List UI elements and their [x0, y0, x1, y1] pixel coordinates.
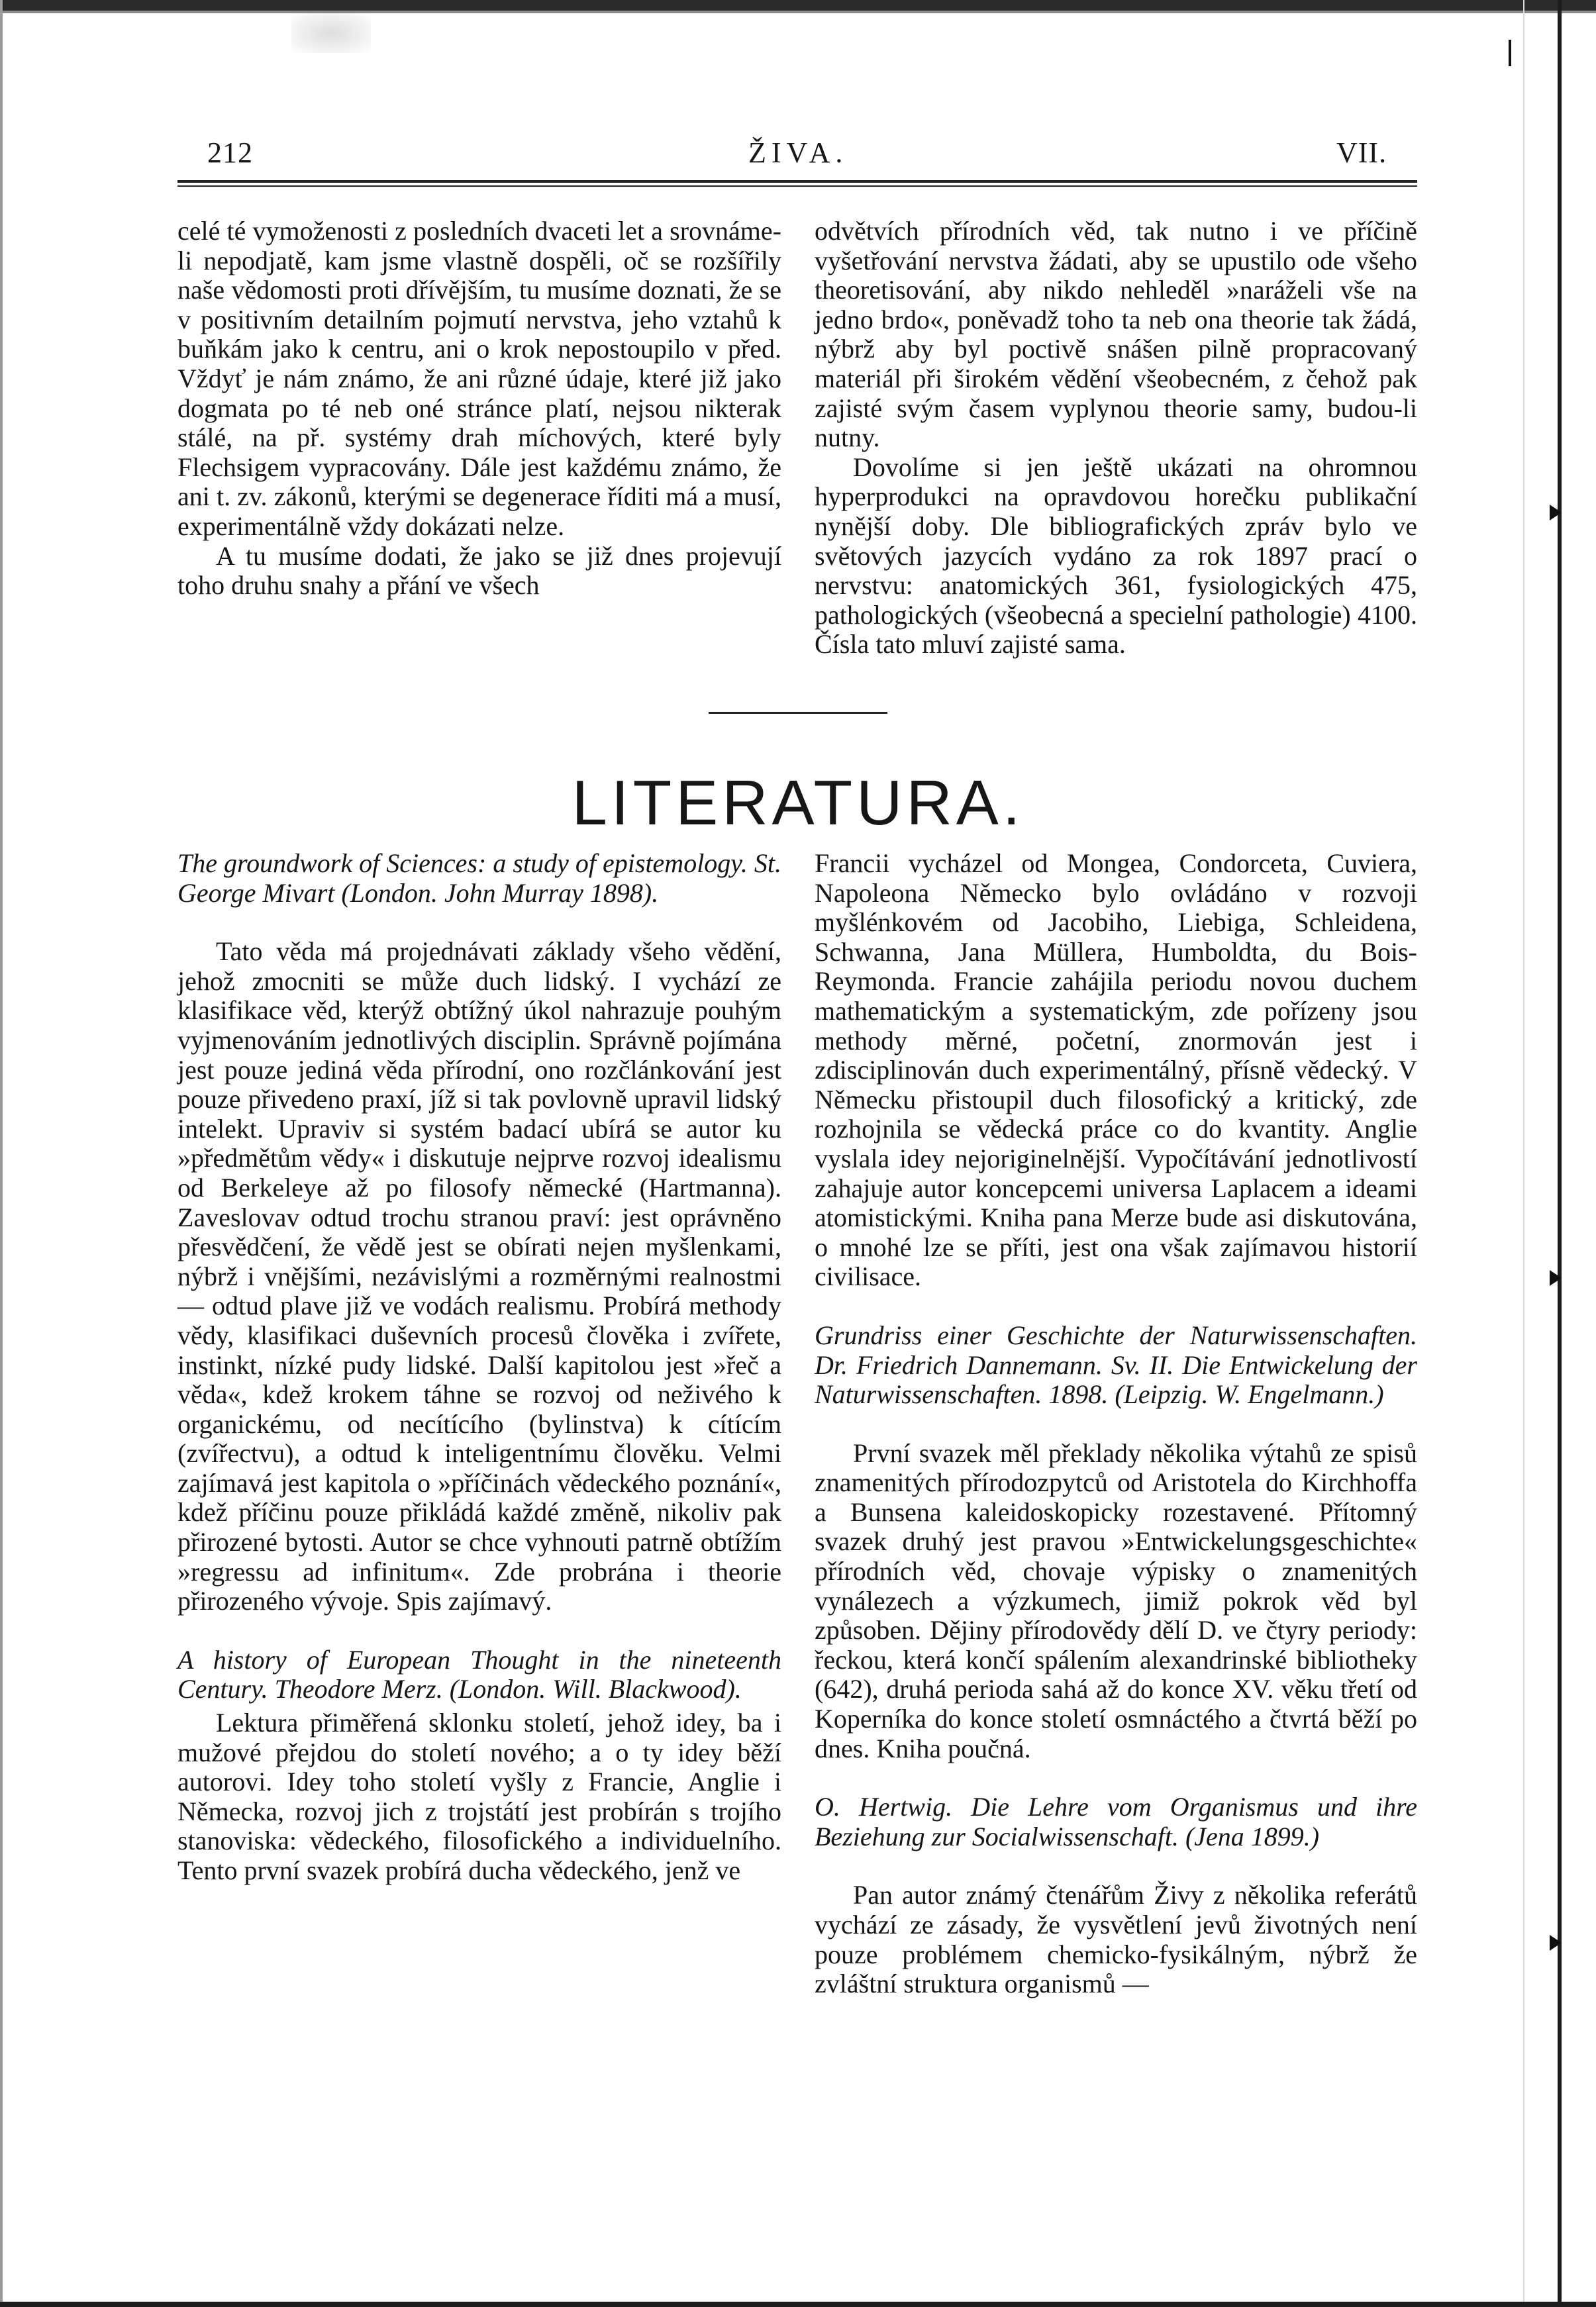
margin-mark — [1509, 40, 1511, 66]
volume-number: VII. — [1336, 136, 1387, 169]
scan-border-left — [0, 0, 3, 2307]
book-reference: Grundriss einer Geschichte der Naturwissenschaften. Dr. Friedrich Dannemann. Sv. II. Die Entwickelung der Naturwissenschaften. 1898. (Leipzig. W. Engelmann.) — [815, 1320, 1417, 1410]
column-2 — [815, 217, 1417, 660]
scan-border-right — [1558, 0, 1562, 2307]
paragraph: A tu musíme dodati, že jako se již dnes projevují toho druhu snahy a přání ve všech — [177, 540, 781, 601]
book-reference: A history of European Thought in the nineteenth Century. Theodore Merz. (London. Will. Blackwood). — [177, 1644, 781, 1704]
header-rule — [177, 180, 1417, 183]
review-paragraph: Tato věda má projednávati základy všeho vědění, jehož zmocniti se může duch lidský. I vychází ze klasifikace věd, kterýž obtížný úkol nahrazuje pouhým vyjmenováním jednotlivých disciplin. Správně pojímána jest pouze jediná věda přírodní, ono rozčlánkování jest pouze přivedeno praxí, jíž si tak povlovně upravil lidský intelekt. Upraviv si systém badací ubírá se autor ku »předmětům vědy« i diskutuje nejprve rozvoj idealismu od Berkeleye až po filosofy německé (Hartmanna). Zaveslovav odtud trochu stranou praví: jest oprávněno přesvědčení, že vědě jest se obírati nejen myšlenkami, nýbrž i vnějšími, nezávislými a rozměrnými realnostmi — odtud plave již ve vodách realismu. Probírá methody vědy, klasifikaci duševních procesů člověka i zvířete, instinkt, nízké pudy lidské. Další kapitolou jest »řeč a věda«, kdež krokem táhne se rozvoj od neživého k organickému, od necítícího (bylinstva) k cítícím (zvířectvu), a odtud k inteligentnímu člověku. Velmi zajímavá jest kapitola o »příčinách vědeckého poznání«, kdež příčinu pouze přikládá každé změně, nikoliv pak přirozené bytosti. Autor se chce vyhnouti patrně obtížím »regressu ad infinitum«. Zde probrána i theorie přirozeného vývoje. Spis zajímavý. — [177, 936, 781, 1616]
header-rule-thin — [177, 185, 1417, 187]
review-paragraph: První svazek měl překlady několika výtahů ze spisů znamenitých přírodozpytců od Aristotela do Kirchhoffa a Bunsena kaleidoskopicky rozestavené. Přítomný svazek druhý jest pravou »Entwickelungsgeschichte« přírodních věd, chovaje výpisky o znamenitých vynálezech a výzkumech, jimiž pokrok věd byl způsoben. Dějiny přírodovědy dělí D. ve čtyry periody: řeckou, která končí spálením alexandrinské bibliotheky (642), druhá perioda sahá až do konce XV. věku třetí od Koperníka do konce století osmnáctého a čtvrtá běží po dnes. Kniha poučná. — [815, 1438, 1417, 1763]
margin-mark — [1550, 1935, 1562, 1951]
scan-smudge — [291, 13, 371, 53]
book-reference: The groundwork of Sciences: a study of epistemology. St. George Mivart (London. John Murray 1898). — [177, 848, 781, 908]
journal-title: ŽIVA. — [748, 136, 848, 169]
margin-mark — [1550, 505, 1562, 520]
page-fold-line — [1523, 0, 1524, 2307]
column-1 — [177, 217, 781, 601]
page-number: 212 — [207, 136, 253, 169]
section-title: LITERATURA. — [572, 767, 1024, 838]
column-4 — [815, 849, 1417, 1999]
review-paragraph: Pan autor známý čtenářům Živy z několika referátů vychází ze zásady, že vysvětlení jevů životných není pouze problémem chemicko-fysikálným, nýbrž že zvláštní struktura organismů — — [815, 1880, 1417, 1999]
column-3 — [177, 849, 781, 1886]
review-paragraph: Lektura přiměřená sklonku století, jehož idey, ba i mužové přejdou do století nového; a o ty idey běží autorovi. Idey toho století vyšly z Francie, Anglie i Německa, rozvoj jich z trojstátí jest probírán s trojího stanoviska: vědeckého, filosofického a individuelního. Tento první svazek probírá ducha vědeckého, jenž ve — [177, 1708, 781, 1885]
scan-border-bottom — [0, 2302, 1596, 2307]
paragraph: celé té vymoženosti z posledních dvaceti let a srovnáme-li nepodjatě, kam jsme vlastně dospěli, oč se rozšířily naše vědomosti proti dřívějším, tu musíme doznati, že se v positivním detailním pojmutí nervstva, jeho vztahů k buňkám jako k centru, ani o krok nepostoupilo v před. Vždyť je nám známo, že ani různé údaje, které již jako dogmata po té neb oné stránce platí, nejsou nikterak stálé, na př. systémy drah míchových, které byly Flechsigem vypracovány. Dále jest každému známo, že ani t. zv. zákonů, kterými se degenerace říditi má a musí, experimentálně vždy dokázati nelze. — [177, 216, 781, 541]
scan-border-top-inner — [0, 11, 1596, 13]
margin-mark — [1550, 1270, 1562, 1286]
paragraph: Dovolíme si jen ještě ukázati na ohromnou hyperprodukci na opravdovou horečku publikační nynější doby. Dle bibliografických zpráv bylo ve světových jazycích vydáno za rok 1897 prací o nervstvu: anatomických 361, fysiologických 475, pathologických (všeobecná a specielní pathologie) 4100. Čísla tato mluví zajisté sama. — [815, 452, 1417, 660]
paragraph: odvětvích přírodních věd, tak nutno i ve příčině vyšetřování nervstva žádati, aby se upustilo ode všeho theoretisování, aby nikdo nehleděl »naráželi vše na jedno brdo«, poněvadž toho ta neb ona theorie tak žádá, nýbrž aby byl poctivě snášen pilně propracovaný materiál při širokém vědění všeobecném, z čehož pak zajisté svým časem vyplynou theorie samy, budou-li nutny. — [815, 216, 1417, 453]
book-reference: O. Hertwig. Die Lehre vom Organismus und ihre Beziehung zur Socialwissenschaft. (Jena 1899.) — [815, 1792, 1417, 1851]
review-paragraph: Francii vycházel od Mongea, Condorceta, Cuviera, Napoleona Německo bylo ovládáno v rozvoji myšlénkovém od Jacobiho, Liebiga, Schleidena, Schwanna, Jana Müllera, Humboldta, du Bois-Reymonda. Francie zahájila periodu novou duchem mathematickým a systematickým, zde pořízeny jsou methody měrné, početní, znormován jest i zdisciplinován duch experimentálný, přísně vědecký. V Německu přistoupil duch filosofický a kritický, zde rozhojnila se vědecká práce co do kvantity. Anglie vyslala idey nejoriginelnější. Vypočítávání jednotlivostí zahajuje autor koncepcemi universa Laplacem a ideami atomistickými. Kniha pana Merze bude asi diskutována, o mnohé lze se příti, jest ona však zajímavou historií civilisace. — [815, 848, 1417, 1292]
section-divider — [709, 712, 887, 714]
scan-border-top — [0, 0, 1596, 11]
